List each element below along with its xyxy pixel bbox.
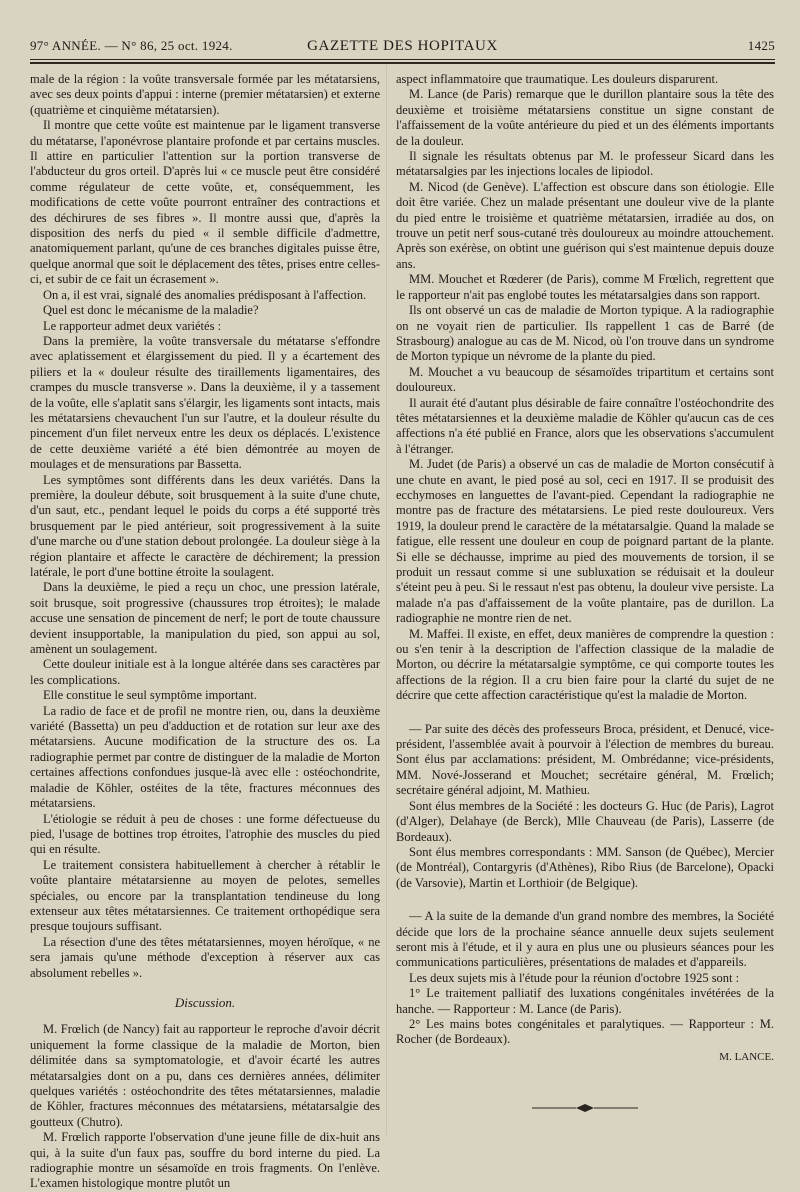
paragraph: Il signale les résultats obtenus par M. le professeur Sicard dans les métatarsalgies par les injections locales de lipiodol. [396,149,774,179]
paragraph: 2° Les mains botes congénitales et paralytiques. — Rapporteur : M. Rocher (de Bordeaux). [396,1016,774,1047]
paragraph: MM. Mouchet et Rœderer (de Paris), comme M Frœlich, regrettent que le rapporteur n'ait pas englobé toutes les métatarsalgies dans son rapport. [396,272,774,302]
paragraph: M. Judet (de Paris) a observé un cas de maladie de Morton consécutif à une chute en avant, le pied posé au sol, ceci en 1917. Il se produisit des ecchymoses en languettes de l'avant-pied. Cependant la radiographie ne montre pas de fracture des métatarsiens. Le pied reste douloureux. Vers 1919, la douleur prend le caractère de la métatarsalgie. Quand la malade se fatigue, elle ressent une douleur en coup de poignard partant de la plante. Si elle se déchausse, imprime au pied des mouvements de torsion, il se produit un ressaut comme si une subluxation se réduisait et la douleur s'éteint peu à peu. Si le ressaut n'est pas obtenu, la douleur vive persiste. La malade n'a pas d'affaissement de la voûte plantaire, pas de durillon. La radiographie ne montre rien de net. [396,457,774,626]
issue-info: 97° ANNÉE. — N° 86, 25 oct. 1924. [30,38,233,53]
paragraph: Il montre que cette voûte est maintenue par le ligament transverse du métatarse, l'aponévrose plantaire profonde et par certains muscles. Il attire en particulier l'attention sur la portion transverse de l'abducteur du gros orteil. D'après lui « ce muscle peut être considéré comme régulateur de cette voûte, et, conséquemment, les modifications de cette voûte pourront entraîner des contractions et des déchirures de ses fibres ». Il montre aussi que, d'après la disposition des nerfs du pied « il semble difficile d'admettre, anatomiquement parlant, qu'une de ces branches digitales puisse être, quelque anormal que soit le déplacement des têtes, prises entre celles-ci, et subir de ce fait un écrasement ». [30,118,380,287]
paragraph: Sont élus membres correspondants : MM. Sanson (de Québec), Mercier (de Montréal), Contargyris (d'Athènes), Ribo Rius (de Barcelone), Opacki (de Varsovie), Martin et Lorthioir (de Belgique). [396,844,774,890]
paragraph: Cette douleur initiale est à la longue altérée dans ses caractères par les complications. [30,657,380,687]
paragraph: Les symptômes sont différents dans les deux variétés. Dans la première, la douleur débute, soit brusquement à la suite d'une chute, d'un saut, etc., pendant lequel le poids du corps a été supporté très brusquement par le pied antérieur, soit progressivement à la suite d'une marche ou d'une station debout prolongée. La douleur siège à la région plantaire et affecte le caractère de déchirement; la pression latérale, le port d'une bottine étroite la soulagent. [30,472,380,579]
paragraph: Ils ont observé un cas de maladie de Morton typique. A la radiographie on ne voyait rien de particulier. Ils rappellent 1 cas de Barré (de Strasbourg) analogue au cas de M. Nicod, où l'on trouve dans un syndrome de Morton typique un névrome de la plante du pied. [396,303,774,364]
paragraph: 1° Le traitement palliatif des luxations congénitales invétérées de la hanche. — Rapporteur : M. Lance (de Paris). [396,986,774,1016]
paragraph: — Par suite des décès des professeurs Broca, président, et Denucé, vice-président, l'assemblée avait à pourvoir à l'élection de membres du bureau. Sont élus par acclamations: président, M. Ombrédanne; vice-présidents, MM. Nové-Josserand et Mouchet; secrétaire général, M. Frœlich; secrétaire général adjoint, M. Mathieu. [396,721,774,798]
paragraph: La résection d'une des têtes métatarsiennes, moyen héroïque, « ne sera jamais qu'une méthode d'exception à réserver aux cas absolument rebelles ». [30,934,380,980]
header-rule-thick [30,62,775,64]
paragraph: M. Mouchet a vu beaucoup de sésamoïdes tripartitum et certains sont douloureux. [396,364,774,395]
paragraph: Le rapporteur admet deux variétés : [43,318,222,333]
paragraph: Il aurait été d'autant plus désirable de faire connaître l'ostéochondrite des têtes métatarsiennes et la deuxième maladie de Köhler qu'aucun cas de ces affections n'a été publié en France, alors que les observations s'accumulent à l'étranger. [396,395,774,456]
paragraph: On a, il est vrai, signalé des anomalies prédisposant à l'affection. [43,287,367,302]
paragraph: Elle constitue le seul symptôme important. [43,688,257,703]
paragraph: M. Lance (de Paris) remarque que le durillon plantaire sous la tête des deuxième et troisième métatarsiens constitue un signe constant de l'affaissement de la voûte antérieure du pied et un des éléments importants de la douleur. [396,87,774,148]
paragraph: M. Nicod (de Genève). L'affection est obscure dans son étiologie. Elle doit être variée. Chez un malade présentant une douleur vive de la plante du pied entre le troisième et quatrième métatarsien, irradiée au dos, on trouve un petit nerf sous-cutané très douloureux au moindre attouchement. Après son exérèse, on obtint une guérison qui s'est maintenue depuis douze ans. [396,179,774,271]
author-signature: M. LANCE. [719,1050,774,1063]
paragraph: M. Frœlich (de Nancy) fait au rapporteur le reproche d'avoir décrit uniquement la forme classique de la maladie de Morton, bien délimitée dans sa symptomatologie, et d'avoir écarté les autres métatarsalgies dont on a pu, dans ces dernières années, délimiter quelques variétés : ostéochondrite des têtes métatarsiennes, maladie de Köhler, fractures méconnues des métatarsiens, métatarsalgie des goutteux (Chutro). [30,1022,380,1129]
paragraph: — A la suite de la demande d'un grand nombre des membres, la Société décide que lors de la prochaine séance annuelle deux sujets seulement seront mis à l'étude, et il y aura en plus une ou plusieurs séances pour les communications particulières, présentations de malades et d'appareils. [396,909,774,970]
running-header [30,38,775,56]
end-ornament [530,1103,640,1113]
paragraph: La radio de face et de profil ne montre rien, ou, dans la deuxième variété (Bassetta) un peu d'adduction et de rotation sur leur axe des métatarsiens. Aucune modification de la structure des os. La radiographie permet par contre de distinguer de la maladie de Morton certaines affections confondues jusque-là avec elle : ostéochondrite, maladie de Köhler, ostéites de la tête, fractures méconnues des métatarsiens. [30,703,380,811]
section-heading-discussion: Discussion. [174,994,236,1010]
paragraph: Dans la deuxième, le pied a reçu un choc, une pression latérale, soit brusque, soit progressive (chaussures trop étroites); le malade accuse une sensation de pincement de nerf; le port de toute chaussure devient insupportable, la manipulation du pied, son appui au sol, amènent un soulagement. [30,580,380,657]
paragraph: Le traitement consistera habituellement à chercher à rétablir le voûte plantaire métatarsienne au moyen de pelotes, semelles spéciales, ou encore par la transplantation tendineuse du long extenseur aux têtes métatarsiennes. Ce traitement orthopédique sera presque toujours suffisant. [30,857,380,934]
page-number: 1425 [747,38,775,53]
left-column [30,72,380,1192]
column-divider [386,65,387,1135]
paragraph: Les deux sujets mis à l'étude pour la réunion d'octobre 1925 sont : [409,970,740,985]
header-rule [30,59,775,60]
paragraph: male de la région : la voûte transversale formée par les métatarsiens, avec ses deux points d'appui : interne (premier métatarsien) et externe (quatrième et cinquième métatarsien). [30,72,380,117]
paragraph: L'étiologie se réduit à peu de choses : une forme défectueuse du pied, l'usage de bottines trop étroites, l'atrophie des muscles du pied qui en résulte. [30,811,380,857]
paragraph: Dans la première, la voûte transversale du métatarse s'effondre avec aplatissement et élargissement du pied. Il y a écartement des piliers et la « douleur résulte des tiraillements ligamentaires, des crampes du muscle transverse ». Dans la deuxième, il y a tassement de la voûte, elle s'aplatit sans s'élargir, les ligaments sont intacts, mais les métatarsiens chevauchent l'un sur l'autre, et la douleur résulte du pincement d'un filet nerveux entre les deux os déplacés. L'existence de cette deuxième variété a été bien démontrée au moyen de moulages et de mensurations par Bassetta. [30,333,380,472]
paragraph: M. Frœlich rapporte l'observation d'une jeune fille de dix-huit ans qui, à la suite d'un faux pas, souffre du bord interne du pied. La radiographie montre un sésamoïde en trois fragments. On l'enlève. L'examen histologique montre plutôt un [30,1130,380,1191]
paragraph: Sont élus membres de la Société : les docteurs G. Huc (de Paris), Lagrot (d'Alger), Delahaye (de Berck), Mlle Chauveau (de Paris), Lasserre (de Bordeaux). [396,798,774,844]
paragraph: M. Maffei. Il existe, en effet, deux manières de comprendre la question : ou s'en tenir à la description de l'affection classique de la maladie de Morton, ou décrire la métatarsalgie symptôme, ce qui comporte toutes les affections de la région. Il a cru bien faire pour la clarté du sujet de ne décrire que cette affection caractéristique qu'est la maladie de Morton. [396,626,774,703]
right-column [396,72,774,1065]
paragraph: Quel est donc le mécanisme de la maladie? [43,303,259,318]
paragraph: aspect inflammatoire que traumatique. Les douleurs disparurent. [396,72,719,86]
journal-title: GAZETTE DES HOPITAUX [307,38,498,54]
